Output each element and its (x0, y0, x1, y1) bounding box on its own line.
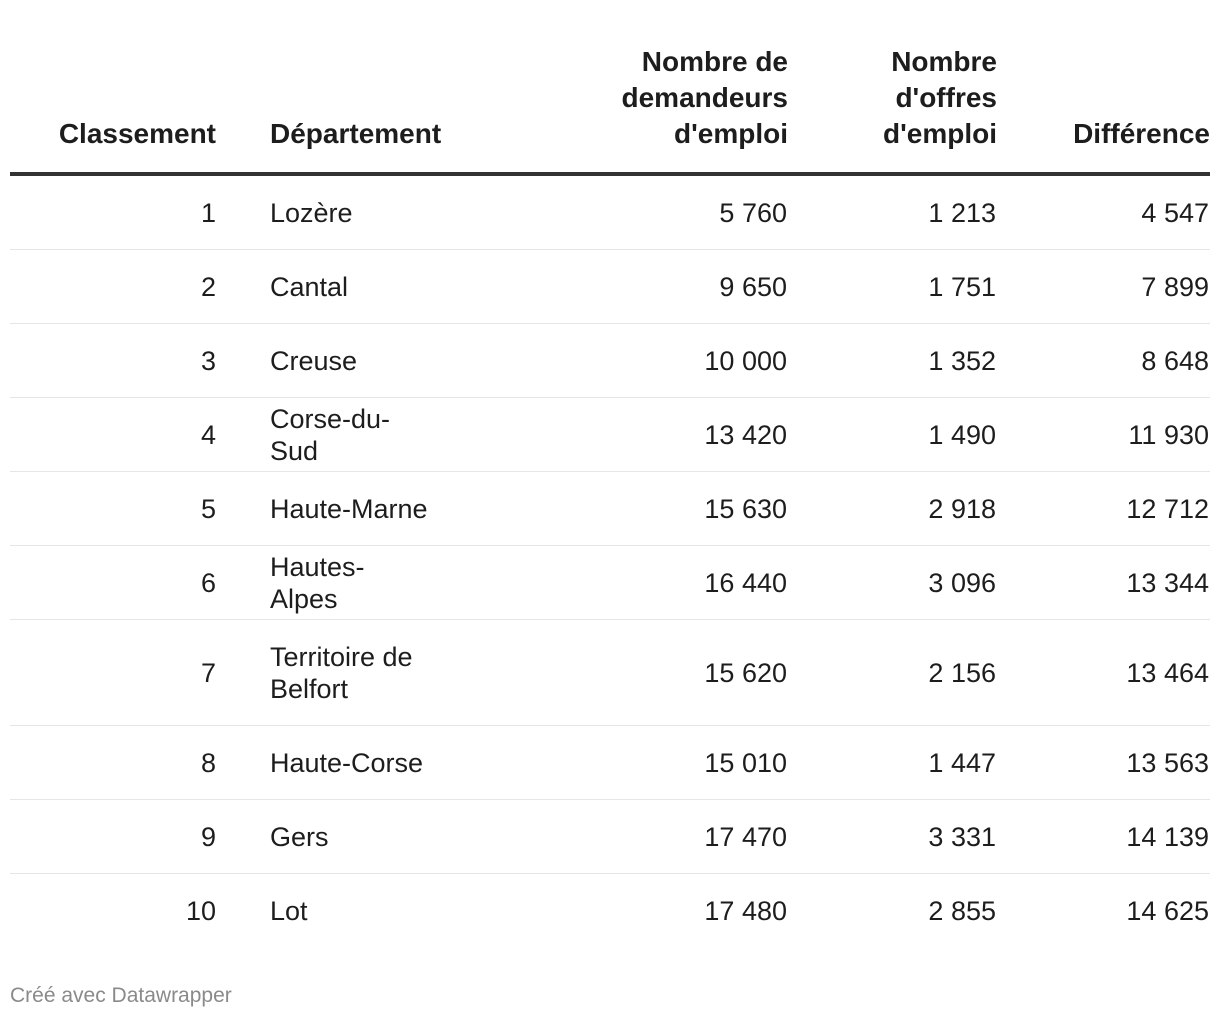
table-header (10, 0, 1210, 174)
table-row (10, 800, 1210, 874)
table-row (10, 472, 1210, 546)
cell-demandeurs: 17 470 (570, 800, 788, 874)
cell-offres: 1 213 (788, 174, 997, 250)
cell-departement: Creuse (246, 324, 570, 398)
table-row (10, 726, 1210, 800)
header-row (10, 0, 1210, 174)
table-row (10, 250, 1210, 324)
cell-classement: 10 (185, 895, 216, 926)
cell-offres: 1 447 (788, 726, 997, 800)
cell-departement: Territoire de Belfort (246, 620, 570, 726)
footer-credit: Créé avec Datawrapper (10, 984, 232, 1007)
table-row (10, 324, 1210, 398)
cell-offres: 1 490 (788, 398, 997, 472)
data-table (10, 0, 1210, 947)
cell-departement: Gers (246, 800, 570, 874)
cell-classement: 9 (10, 800, 246, 874)
cell-offres: 3 096 (788, 546, 997, 620)
cell-difference: 13 464 (997, 620, 1210, 726)
cell-offres: 2 918 (788, 472, 997, 546)
cell-classement: 6 (10, 546, 246, 620)
table-row (10, 174, 1210, 250)
cell-difference: 4 547 (997, 174, 1210, 250)
cell-demandeurs: 15 630 (570, 472, 788, 546)
cell-classement: 4 (10, 398, 246, 472)
cell-demandeurs: 15 010 (570, 726, 788, 800)
cell-departement: Corse-du-Sud (246, 398, 570, 472)
cell-demandeurs: 15 620 (570, 620, 788, 726)
cell-departement: Cantal (246, 250, 570, 324)
cell-classement: 5 (10, 472, 246, 546)
cell-demandeurs: 9 650 (570, 250, 788, 324)
cell-difference: 14 139 (997, 800, 1210, 874)
cell-classement: 7 (10, 620, 246, 726)
cell-difference: 12 712 (997, 472, 1210, 546)
cell-difference: 13 344 (997, 546, 1210, 620)
cell-classement: 8 (10, 726, 246, 800)
cell-offres: 2 156 (788, 620, 997, 726)
column-header-departement[interactable]: Département (246, 0, 570, 174)
data-table-container (10, 0, 1210, 947)
cell-demandeurs: 13 420 (570, 398, 788, 472)
table-body (10, 174, 1210, 947)
cell-departement: Lot (270, 895, 308, 926)
cell-classement: 3 (10, 324, 246, 398)
cell-demandeurs: 17 480 (704, 895, 787, 926)
cell-demandeurs: 16 440 (570, 546, 788, 620)
cell-classement: 1 (10, 174, 246, 250)
cell-offres: 2 855 (928, 895, 996, 926)
table-row (10, 398, 1210, 472)
table-row (10, 874, 1210, 948)
cell-departement: Hautes-Alpes (246, 546, 570, 620)
cell-offres: 1 352 (788, 324, 997, 398)
cell-offres: 3 331 (788, 800, 997, 874)
cell-difference: 8 648 (997, 324, 1210, 398)
cell-demandeurs: 5 760 (570, 174, 788, 250)
cell-departement: Haute-Marne (246, 472, 570, 546)
cell-offres: 1 751 (788, 250, 997, 324)
cell-departement: Haute-Corse (246, 726, 570, 800)
cell-departement: Lozère (246, 174, 570, 250)
column-header-difference[interactable]: Différence (997, 0, 1210, 174)
cell-difference: 7 899 (997, 250, 1210, 324)
cell-difference: 11 930 (997, 398, 1210, 472)
cell-difference: 13 563 (997, 726, 1210, 800)
table-row (10, 620, 1210, 726)
column-header-offres[interactable]: Nombre d'offres d'emploi (788, 0, 997, 174)
table-row (10, 546, 1210, 620)
column-header-classement[interactable]: Classement (10, 0, 246, 174)
cell-classement: 2 (10, 250, 246, 324)
cell-difference: 14 625 (1126, 895, 1209, 926)
column-header-demandeurs[interactable]: Nombre de demandeurs d'emploi (570, 0, 788, 174)
cell-demandeurs: 10 000 (570, 324, 788, 398)
